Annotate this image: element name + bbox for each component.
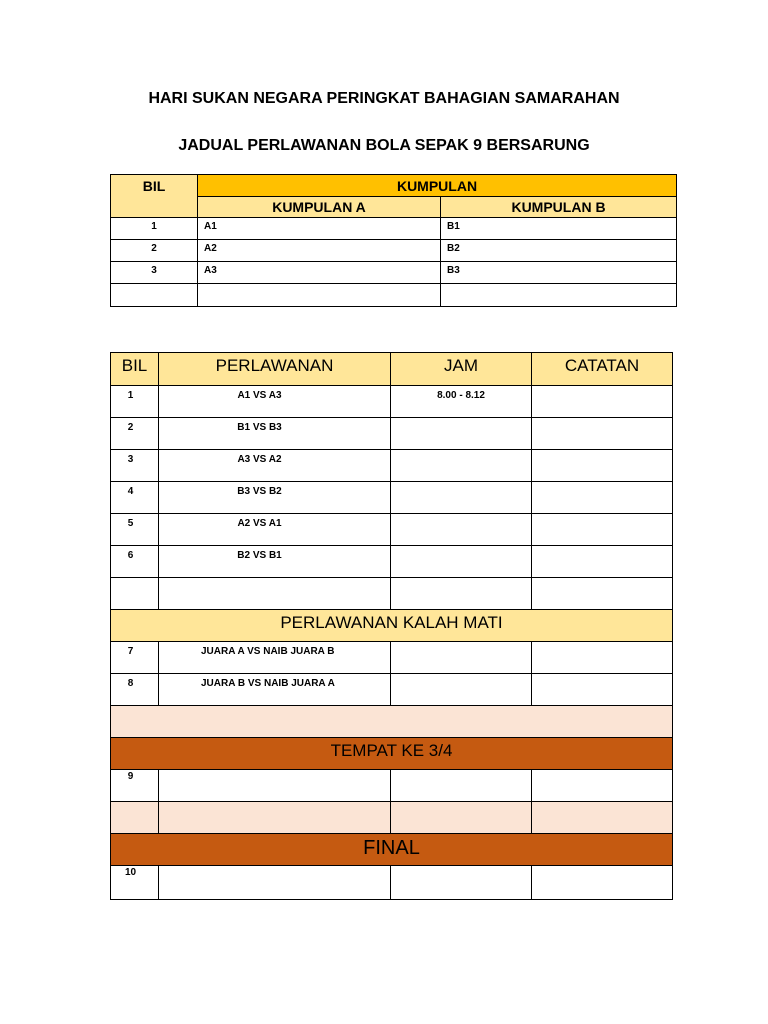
row-bil: 2 bbox=[111, 240, 198, 262]
table-row-empty bbox=[111, 578, 673, 610]
match-fixture: A3 VS A2 bbox=[159, 450, 391, 482]
match-time bbox=[391, 642, 532, 674]
match-bil: 9 bbox=[111, 770, 159, 802]
group-b-team: B1 bbox=[441, 218, 677, 240]
match-fixture: B1 VS B3 bbox=[159, 418, 391, 450]
empty-cell bbox=[159, 578, 391, 610]
empty-cell bbox=[111, 578, 159, 610]
table-row bbox=[111, 262, 677, 284]
match-fixture: JUARA B VS NAIB JUARA A bbox=[159, 674, 391, 706]
match-fixture: B3 VS B2 bbox=[159, 482, 391, 514]
group-b-header: KUMPULAN B bbox=[441, 197, 677, 218]
match-fixture: A2 VS A1 bbox=[159, 514, 391, 546]
groups-bil-header: BIL bbox=[111, 175, 198, 218]
match-time bbox=[391, 770, 532, 802]
groups-table bbox=[110, 174, 677, 307]
document-title: HARI SUKAN NEGARA PERINGKAT BAHAGIAN SAMARAHAN bbox=[148, 90, 620, 107]
match-time bbox=[391, 674, 532, 706]
match-bil: 4 bbox=[111, 482, 159, 514]
group-a-team: A1 bbox=[198, 218, 441, 240]
group-a-team: A3 bbox=[198, 262, 441, 284]
match-note bbox=[532, 482, 673, 514]
group-a-team: A2 bbox=[198, 240, 441, 262]
match-note bbox=[532, 546, 673, 578]
table-row bbox=[111, 386, 673, 418]
table-row bbox=[111, 770, 673, 802]
match-time bbox=[391, 482, 532, 514]
empty-cell bbox=[532, 802, 673, 834]
match-note bbox=[532, 866, 673, 900]
table-row bbox=[111, 218, 677, 240]
match-fixture bbox=[159, 866, 391, 900]
table-row bbox=[111, 546, 673, 578]
third-place-section-header: TEMPAT KE 3/4 bbox=[111, 738, 673, 770]
match-bil: 3 bbox=[111, 450, 159, 482]
empty-cell bbox=[532, 578, 673, 610]
match-bil: 10 bbox=[111, 866, 159, 900]
empty-cell bbox=[391, 802, 532, 834]
group-b-team: B3 bbox=[441, 262, 677, 284]
kumpulan-header: KUMPULAN bbox=[198, 175, 677, 197]
table-row bbox=[111, 240, 677, 262]
spacer-row bbox=[111, 706, 673, 738]
match-bil: 2 bbox=[111, 418, 159, 450]
table-row bbox=[111, 418, 673, 450]
match-fixture: B2 VS B1 bbox=[159, 546, 391, 578]
final-section-header: FINAL bbox=[111, 834, 673, 866]
match-bil: 7 bbox=[111, 642, 159, 674]
match-time bbox=[391, 866, 532, 900]
empty-cell bbox=[391, 578, 532, 610]
table-row bbox=[111, 674, 673, 706]
match-bil: 5 bbox=[111, 514, 159, 546]
knockout-section-header: PERLAWANAN KALAH MATI bbox=[111, 610, 673, 642]
match-time: 8.00 - 8.12 bbox=[391, 386, 532, 418]
match-time bbox=[391, 514, 532, 546]
match-fixture: A1 VS A3 bbox=[159, 386, 391, 418]
match-note bbox=[532, 418, 673, 450]
match-bil: 1 bbox=[111, 386, 159, 418]
match-time bbox=[391, 546, 532, 578]
row-bil: 1 bbox=[111, 218, 198, 240]
match-note bbox=[532, 674, 673, 706]
match-note bbox=[532, 386, 673, 418]
empty-cell bbox=[159, 802, 391, 834]
match-bil: 8 bbox=[111, 674, 159, 706]
row-bil bbox=[111, 284, 198, 307]
perlawanan-header: PERLAWANAN bbox=[159, 353, 391, 386]
match-time bbox=[391, 418, 532, 450]
table-row bbox=[111, 866, 673, 900]
group-a-team bbox=[198, 284, 441, 307]
schedule-table bbox=[110, 352, 673, 900]
match-note bbox=[532, 770, 673, 802]
table-row bbox=[111, 450, 673, 482]
match-note bbox=[532, 450, 673, 482]
match-note bbox=[532, 514, 673, 546]
table-row bbox=[111, 284, 677, 307]
catatan-header: CATATAN bbox=[532, 353, 673, 386]
table-row bbox=[111, 642, 673, 674]
match-note bbox=[532, 642, 673, 674]
jam-header: JAM bbox=[391, 353, 532, 386]
empty-cell bbox=[111, 802, 159, 834]
match-fixture: JUARA A VS NAIB JUARA B bbox=[159, 642, 391, 674]
row-bil: 3 bbox=[111, 262, 198, 284]
group-b-team: B2 bbox=[441, 240, 677, 262]
schedule-bil-header: BIL bbox=[111, 353, 159, 386]
group-a-header: KUMPULAN A bbox=[198, 197, 441, 218]
match-fixture bbox=[159, 770, 391, 802]
document-subtitle: JADUAL PERLAWANAN BOLA SEPAK 9 BERSARUNG bbox=[178, 137, 590, 154]
table-row bbox=[111, 482, 673, 514]
table-row-empty bbox=[111, 802, 673, 834]
table-row bbox=[111, 514, 673, 546]
group-b-team bbox=[441, 284, 677, 307]
match-time bbox=[391, 450, 532, 482]
match-bil: 6 bbox=[111, 546, 159, 578]
